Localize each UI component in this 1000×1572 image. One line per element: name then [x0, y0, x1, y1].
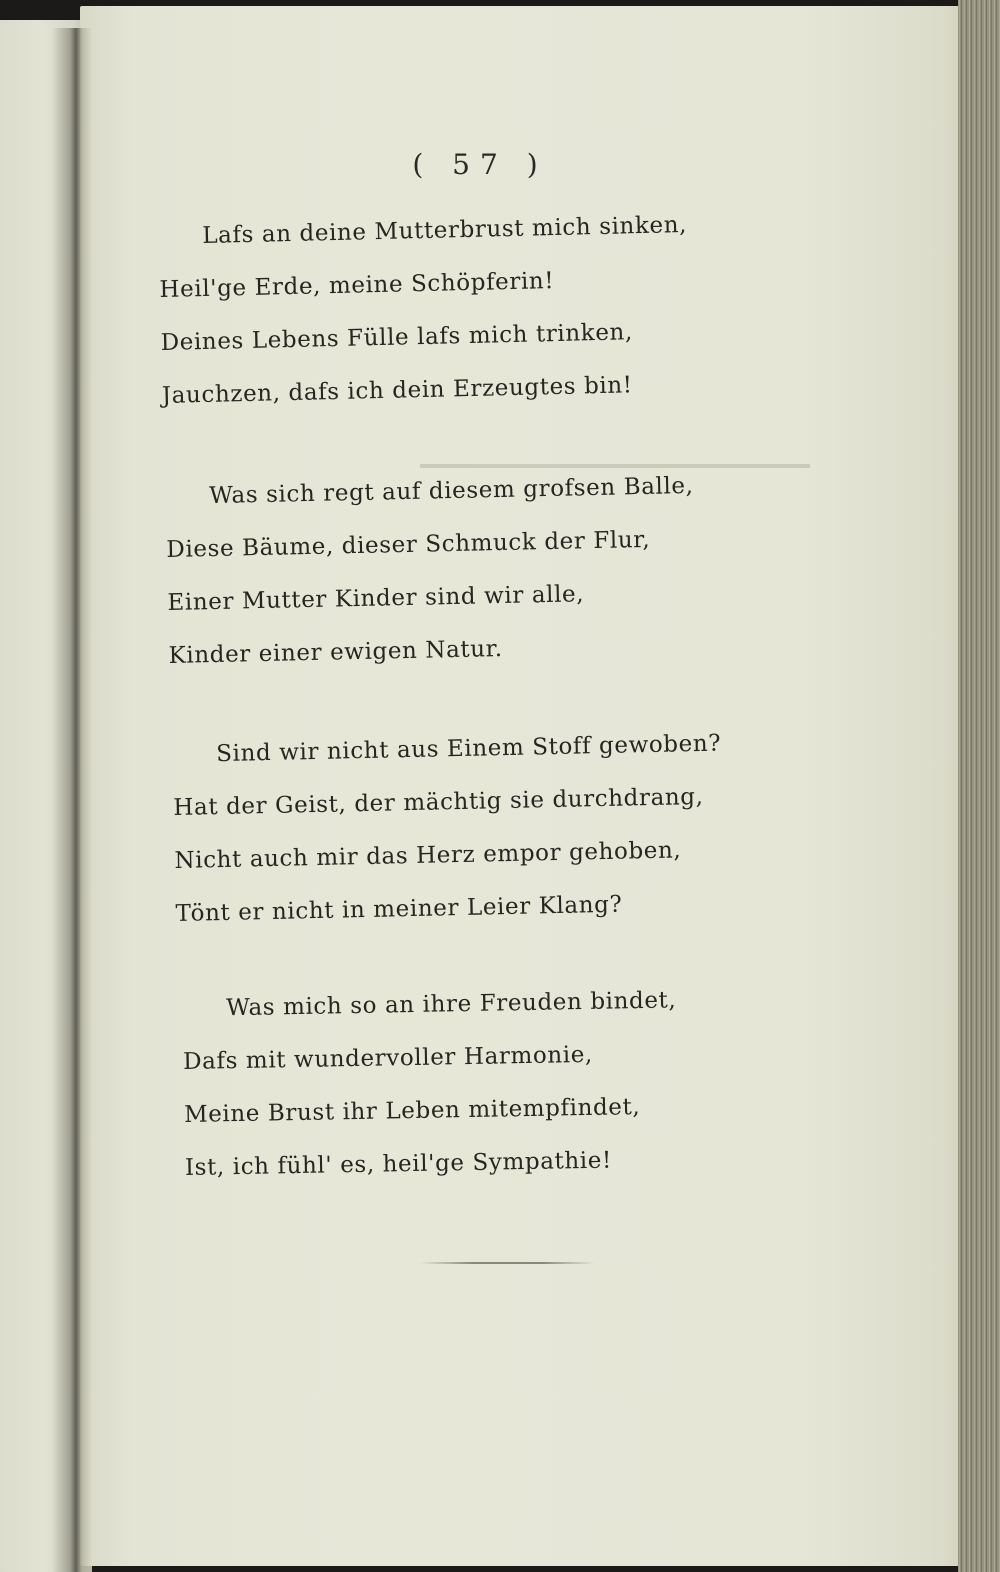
- verse-line: Heil'ge Erde, meine Schöpferin!: [159, 268, 555, 303]
- show-through-rule: [420, 464, 810, 468]
- verse-line: Diese Bäume, dieser Schmuck der Flur,: [166, 526, 651, 563]
- stanza-4: [182, 987, 680, 1208]
- verse-line: Jauchzen, dafs ich dein Erzeugtes bin!: [161, 372, 633, 409]
- page-block-edge: [958, 0, 1000, 1572]
- verse-line: Deines Lebens Fülle lafs mich trinken,: [160, 319, 634, 356]
- verse-line: Sind wir nicht aus Einem Stoff gewoben?: [215, 730, 722, 768]
- verse-line: Dafs mit wundervoller Harmonie,: [182, 1041, 594, 1075]
- verse-line: Kinder einer ewigen Natur.: [168, 635, 503, 669]
- page-number: ( 57 ): [412, 148, 548, 181]
- verse-line: Was mich so an ihre Freuden bindet,: [225, 987, 677, 1022]
- stanza-3: [172, 731, 725, 954]
- end-rule-divider: [420, 1262, 595, 1264]
- verse-line: Einer Mutter Kinder sind wir alle,: [167, 581, 585, 616]
- verse-line: Was sich regt auf diesem grofsen Balle,: [208, 472, 694, 510]
- verse-line: Nicht auch mir das Herz empor gehoben,: [174, 837, 682, 874]
- stanza-1: [158, 212, 692, 436]
- book-gutter: [52, 28, 92, 1572]
- verse-line: Ist, ich fühl' es, heil'ge Sympathie!: [184, 1147, 613, 1181]
- verse-line: Meine Brust ihr Leben mitempfindet,: [183, 1094, 641, 1128]
- verse-line: Lafs an deine Mutterbrust mich sinken,: [201, 212, 688, 249]
- verse-line: Tönt er nicht in meiner Leier Klang?: [175, 891, 623, 927]
- stanza-2: [165, 473, 698, 696]
- verse-line: Hat der Geist, der mächtig sie durchdrang,: [173, 783, 704, 821]
